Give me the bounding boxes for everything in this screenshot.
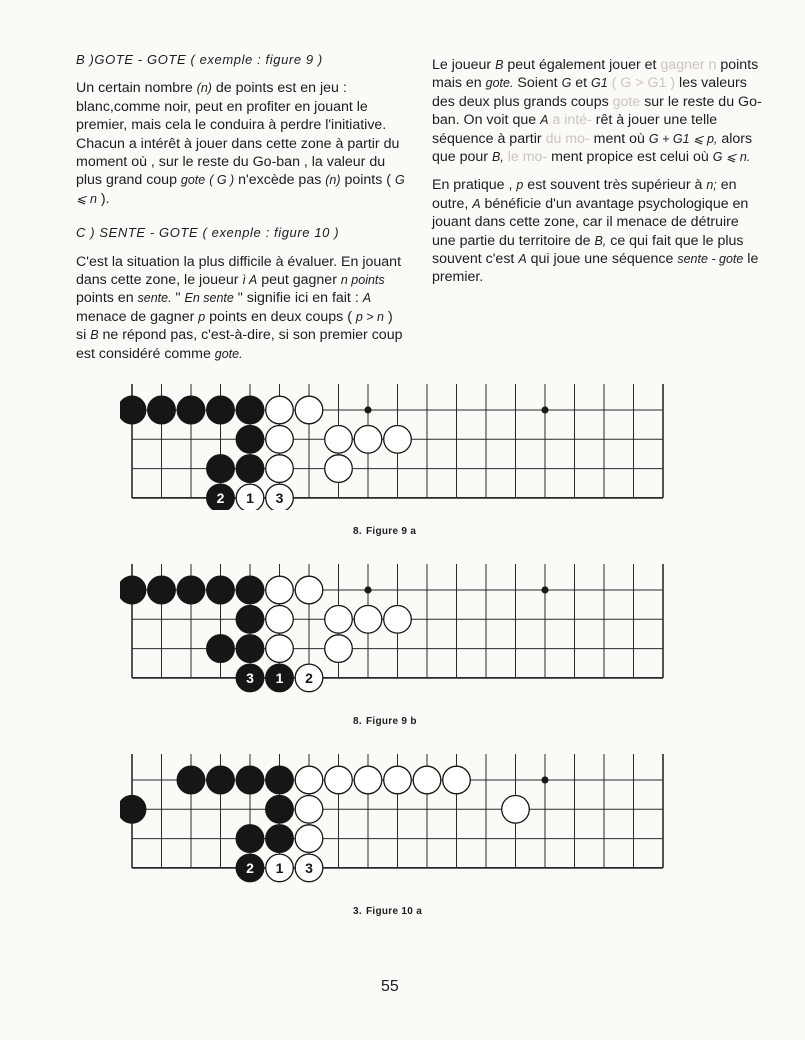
text-run: p (198, 309, 206, 324)
text-run: bénéficie d'un avantage psychologique en jouant dans cette zone, car il menace de détruire une partie du territoire de (432, 195, 749, 249)
black-stone (236, 766, 264, 794)
white-stone (384, 426, 412, 454)
black-stone (266, 796, 294, 824)
white-stone (325, 426, 353, 454)
text-run: A (518, 252, 527, 267)
black-stone (120, 576, 146, 604)
page-number: 55 (381, 978, 399, 995)
text-run: ). (96, 190, 110, 207)
text-run: C'est la situation la plus difficile à évaluer. En jouant dans cette zone, le joueur (76, 253, 402, 289)
text-run: ( G > G1 ) (607, 75, 676, 92)
text-run: n; (706, 178, 717, 193)
black-stone (207, 766, 235, 794)
text-run: Soient (513, 75, 562, 92)
white-stone (502, 796, 530, 824)
white-stone (354, 426, 382, 454)
text-run: ì A (242, 273, 258, 288)
black-stone (236, 606, 264, 634)
white-stone (295, 796, 323, 824)
star-point (364, 586, 371, 593)
text-run: ment où (589, 130, 649, 147)
white-stone (266, 576, 294, 604)
text-run: Le joueur (432, 57, 496, 73)
move-number-label: 2 (305, 669, 313, 686)
text-run: En pratique , (432, 177, 517, 194)
text-run: gote. (214, 346, 243, 361)
text-run: Un certain nombre (76, 80, 197, 97)
black-stone (207, 635, 235, 663)
text-run: sur le reste du Go-ban. On voit que (432, 93, 762, 129)
caption-figure-9b (353, 716, 421, 727)
white-stone (325, 635, 353, 663)
text-run: A (540, 113, 549, 128)
black-stone (236, 455, 264, 483)
text-run: est souvent très supérieur à (523, 177, 707, 194)
text-run: points en deux coups ( (205, 308, 356, 325)
text-run: peut également jouer et (503, 57, 661, 73)
white-stone (325, 455, 353, 483)
text-run: " signifie ici en fait : (233, 290, 363, 307)
text-run: " (171, 290, 185, 307)
star-point (541, 586, 548, 593)
white-stone (325, 606, 353, 634)
move-number-label: 1 (275, 669, 284, 686)
star-point (364, 406, 371, 413)
text-run: G ⩽ n. (712, 150, 751, 165)
text-run: points en (76, 290, 138, 307)
white-stone (295, 766, 323, 794)
white-stone (266, 606, 294, 634)
paragraph-sente-gote (76, 253, 406, 363)
white-stone (266, 426, 294, 454)
black-stone (236, 396, 264, 424)
white-stone (354, 606, 382, 634)
move-number-label: 2 (216, 489, 225, 506)
text-run: A (472, 196, 481, 211)
move-number-label: 3 (246, 669, 254, 686)
left-text-column (76, 51, 406, 373)
black-stone (236, 576, 264, 604)
text-run: gote (180, 173, 206, 188)
text-run: G (561, 76, 572, 91)
text-run: points mais en (432, 57, 759, 92)
text-run: les valeurs des deux plus grands coups (432, 75, 747, 110)
text-run: ce qui fait que le plus souvent c'est (432, 232, 744, 268)
text-run: (n) (196, 81, 212, 96)
black-stone (207, 455, 235, 483)
text-run: n'excède pas (234, 172, 326, 189)
white-stone (266, 635, 294, 663)
move-number-label: 3 (275, 489, 284, 506)
text-run: gagner n (660, 57, 717, 73)
black-stone (236, 426, 264, 454)
caption-label: Figure 9 b (365, 716, 417, 727)
black-stone (207, 576, 235, 604)
white-stone (354, 766, 382, 794)
move-number-label: 1 (246, 489, 254, 506)
black-stone (207, 396, 235, 424)
white-stone (413, 766, 441, 794)
text-run: peut gagner (257, 272, 341, 289)
paragraph-en-pratique (432, 176, 762, 286)
white-stone (325, 766, 353, 794)
move-number-label: 1 (275, 859, 284, 876)
white-stone (266, 455, 294, 483)
caption-figure-9a (353, 526, 420, 537)
paragraph-gote-gote (76, 79, 406, 208)
caption-label: Figure 10 a (365, 906, 423, 917)
black-stone (236, 635, 264, 663)
text-run: du mo- (545, 130, 590, 147)
text-run: ) si (76, 308, 393, 344)
white-stone (266, 396, 294, 424)
text-run: et (571, 75, 592, 92)
text-run: p (516, 178, 524, 193)
white-stone (384, 766, 412, 794)
text-run: p > n (355, 309, 385, 324)
text-run: En sente (184, 291, 234, 306)
text-run: menace de gagner (76, 308, 199, 325)
caption-label: Figure 9 a (365, 526, 417, 537)
text-run: gote. (485, 76, 514, 91)
text-run: B (495, 58, 504, 72)
heading-gote-gote: B )GOTE - GOTE ( exemple : figure 9 ) (76, 52, 323, 67)
text-run: sente - gote (677, 252, 744, 267)
text-run: alors que pour (432, 130, 753, 166)
black-stone (177, 766, 205, 794)
black-stone (120, 796, 146, 824)
right-text-column (432, 56, 762, 297)
white-stone (295, 825, 323, 853)
text-run: B (90, 328, 99, 343)
text-run: B, (491, 150, 504, 165)
text-run: le premier. (432, 251, 759, 286)
text-run: G1 (591, 76, 608, 91)
text-run: ne répond pas, c'est-à-dire, si son premier coup est considéré comme (76, 327, 403, 362)
text-run: (n) (325, 173, 341, 188)
caption-number: 8. (353, 526, 362, 537)
text-run: G ⩽ n (76, 173, 405, 206)
go-board-figure-10a (120, 752, 680, 888)
black-stone (120, 396, 146, 424)
text-run: ment propice est celui où (547, 149, 713, 166)
text-run: points ( (340, 172, 395, 189)
text-run: de points est en jeu : blanc,comme noir, peut en profiter en jouant le premier, mais cela le conduira à perdre l'initiative. Chacun a intérêt à jouer dans cette zone à partir du moment où , sur le reste du Go-ban , la valeur du plus grand coup (76, 80, 400, 189)
move-number-label: 3 (305, 859, 313, 876)
text-run: sente. (137, 291, 172, 306)
black-stone (236, 825, 264, 853)
star-point (541, 406, 548, 413)
text-run: le mo- (503, 149, 548, 166)
white-stone (384, 606, 412, 634)
black-stone (177, 576, 205, 604)
white-stone (443, 766, 471, 794)
text-run: A (362, 291, 372, 306)
go-board-figure-9a (120, 382, 680, 510)
paragraph-joueur-b (432, 56, 762, 166)
text-run: a inté- (548, 112, 592, 129)
caption-number: 8. (353, 716, 362, 727)
black-stone (266, 766, 294, 794)
black-stone (177, 396, 205, 424)
black-stone (148, 396, 176, 424)
text-run: en outre, (432, 177, 737, 212)
go-board-figure-9b (120, 562, 680, 702)
text-run: n points (340, 273, 385, 288)
caption-number: 3. (353, 906, 362, 917)
star-point (541, 776, 548, 783)
black-stone (266, 825, 294, 853)
white-stone (295, 396, 323, 424)
text-run: ( G ) (209, 173, 235, 188)
white-stone (295, 576, 323, 604)
text-run: B, (594, 233, 607, 248)
text-run: gote (612, 93, 641, 110)
move-number-label: 2 (246, 859, 254, 876)
caption-figure-10a (353, 906, 426, 917)
heading-sente-gote: C ) SENTE - GOTE ( exenple : figure 10 ) (76, 225, 340, 241)
black-stone (148, 576, 176, 604)
text-run: rêt à jouer une telle séquence à partir (432, 112, 718, 147)
text-run: qui joue une séquence (526, 251, 678, 268)
text-run: G + G1 ⩽ p, (648, 131, 718, 146)
